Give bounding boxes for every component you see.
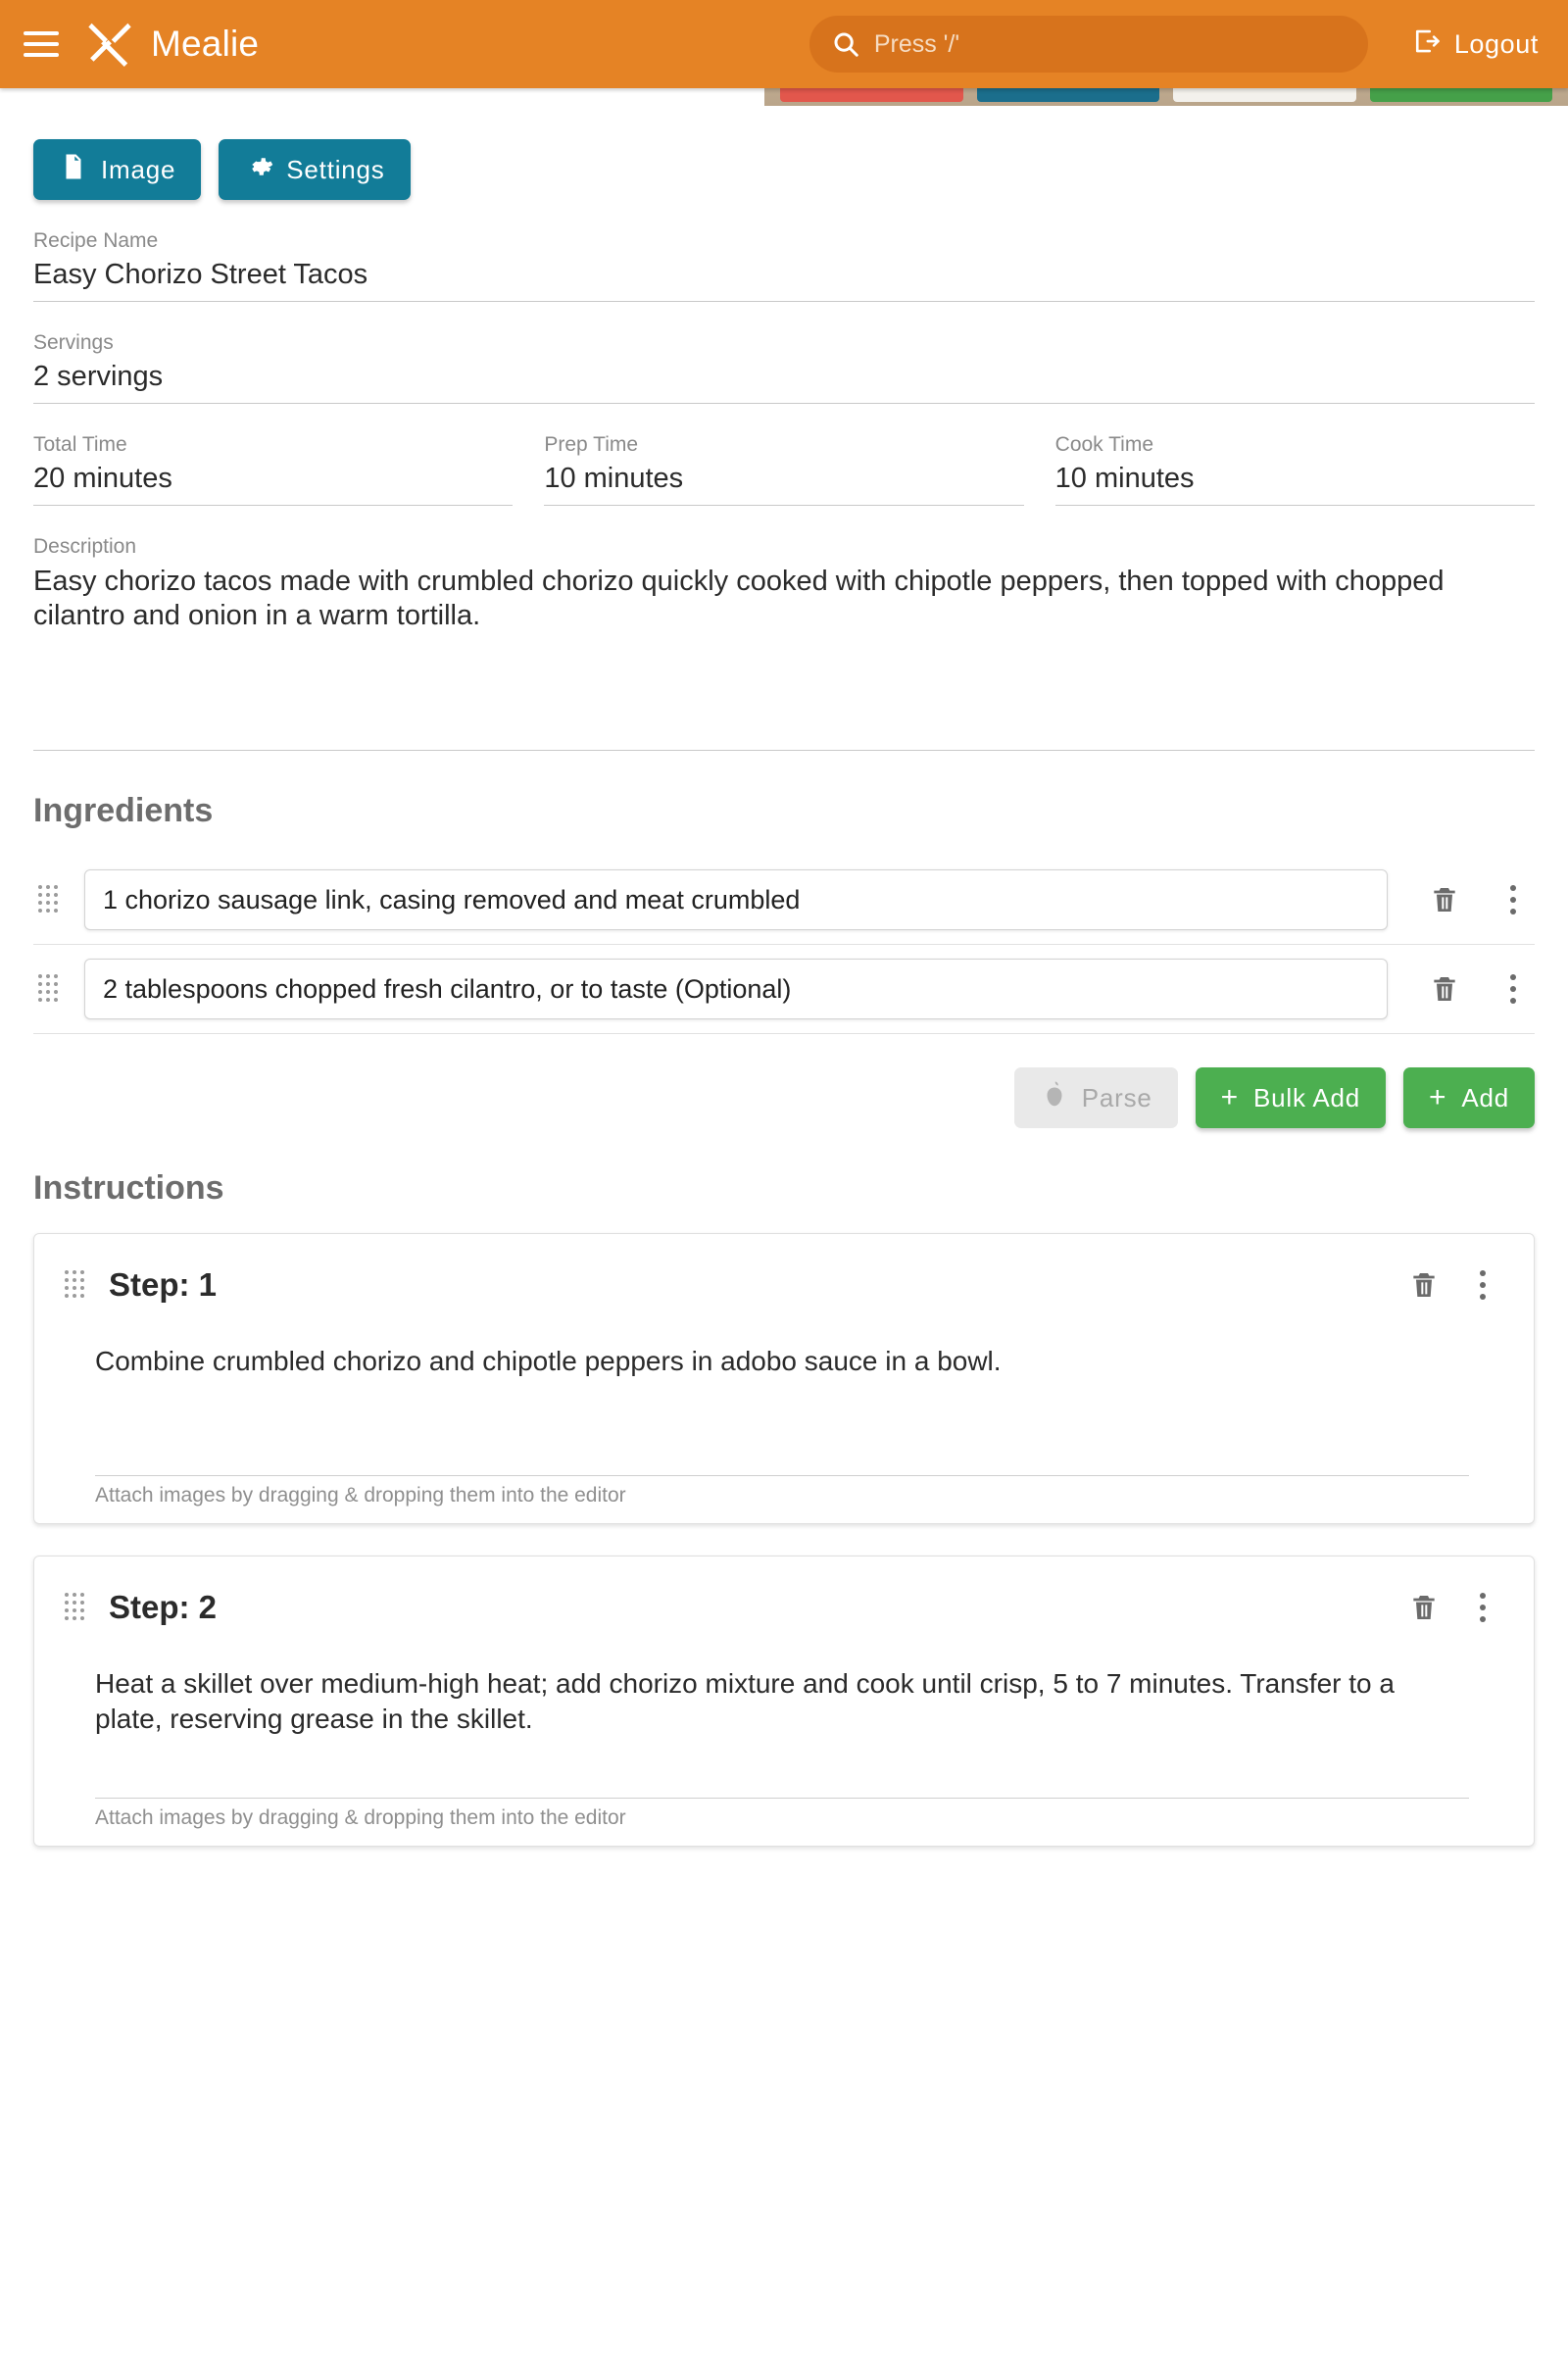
kebab-menu-icon[interactable] [1492,964,1535,1014]
trash-icon[interactable] [1419,964,1470,1014]
bulk-add-button[interactable] [1196,1067,1386,1128]
prep-time-label: Prep Time [544,433,639,456]
settings-button-label: Settings [286,154,385,184]
kebab-menu-icon[interactable] [1492,874,1535,925]
instructions-list [33,1233,1535,1847]
plus-icon: + [1429,1081,1447,1113]
step-header [60,1582,1504,1633]
drag-handle-icon[interactable] [60,1269,91,1301]
add-ingredient-button-label: Add [1461,1082,1509,1112]
logout-label: Logout [1453,28,1539,59]
cook-time-label: Cook Time [1054,433,1154,456]
step-text-input[interactable]: Combine crumbled chorizo and chipotle peppers in adobo sauce in a bowl. [95,1346,1002,1376]
times-row [33,433,1535,506]
fork-knife-icon [84,19,135,70]
logout-icon [1411,26,1441,63]
apple-icon [1040,1080,1069,1116]
logout-button[interactable] [1411,26,1539,63]
recipe-name-input[interactable]: Easy Chorizo Street Tacos [33,259,1535,302]
ingredient-row [33,856,1535,945]
prep-time-input[interactable]: 10 minutes [544,463,1023,506]
search-icon [831,29,860,59]
kebab-menu-icon[interactable] [1461,1582,1504,1633]
prep-time-field [544,433,1023,506]
attach-images-hint: Attach images by dragging & dropping them into the editor [95,1475,1469,1507]
attach-images-hint: Attach images by dragging & dropping them into the editor [95,1798,1469,1830]
drag-handle-icon[interactable] [60,1592,91,1623]
instruction-step-card [33,1556,1535,1847]
search-placeholder: Press '/' [873,29,960,58]
description-label: Description [33,535,137,558]
recipe-name-label: Recipe Name [33,229,159,252]
step-actions [1398,1582,1504,1633]
ingredient-row [33,945,1535,1034]
total-time-input[interactable]: 20 minutes [33,463,513,506]
search-container [809,16,1368,73]
description-field [33,535,1535,751]
settings-button[interactable] [219,139,410,200]
instruction-step-card [33,1233,1535,1524]
search-input[interactable] [809,16,1368,73]
instructions-heading: Instructions [33,1169,224,1207]
bulk-add-button-label: Bulk Add [1252,1082,1360,1112]
step-title: Step: 2 [109,1589,218,1625]
gear-icon [244,152,273,188]
kebab-menu-icon[interactable] [1461,1260,1504,1310]
image-file-icon [59,152,88,188]
trash-icon[interactable] [1419,874,1470,925]
step-title: Step: 1 [109,1266,218,1303]
trash-icon[interactable] [1398,1582,1449,1633]
cook-time-input[interactable]: 10 minutes [1055,463,1535,506]
step-actions [1398,1260,1504,1310]
recipe-name-field [33,229,1535,302]
step-header [60,1260,1504,1310]
total-time-field [33,433,513,506]
image-button[interactable] [33,139,201,200]
servings-label: Servings [33,331,114,354]
parse-button[interactable] [1014,1067,1178,1128]
add-ingredient-button[interactable] [1403,1067,1535,1128]
step-text-input[interactable]: Heat a skillet over medium-high heat; add chorizo mixture and cook until crisp, 5 to 7 minutes. Transfer to a plate, reserving grease in the skillet. [95,1668,1395,1735]
ingredient-actions [33,1067,1535,1128]
drag-handle-icon[interactable] [33,973,65,1005]
cook-time-field [1055,433,1535,506]
drag-handle-icon[interactable] [33,884,65,915]
trash-icon[interactable] [1398,1260,1449,1310]
app-bar [0,0,1568,88]
brand-title: Mealie [151,24,260,64]
ingredients-list [33,856,1535,1034]
description-input[interactable]: Easy chorizo tacos made with crumbled chorizo quickly cooked with chipotle peppers, then topped with chopped cilantro and onion in a warm tortilla. [33,565,1535,751]
plus-icon: + [1220,1081,1239,1113]
parse-button-label: Parse [1081,1082,1152,1112]
hamburger-menu-icon[interactable] [24,23,67,66]
editor-toolbar [33,88,1535,200]
servings-field [33,331,1535,404]
recipe-edit-form [0,88,1568,1847]
image-button-label: Image [101,154,176,184]
ingredients-heading: Ingredients [33,792,214,829]
ingredient-input[interactable]: 1 chorizo sausage link, casing removed and meat crumbled [84,869,1388,930]
total-time-label: Total Time [33,433,127,456]
ingredient-input[interactable]: 2 tablespoons chopped fresh cilantro, or to taste (Optional) [84,959,1388,1019]
servings-input[interactable]: 2 servings [33,361,1535,404]
